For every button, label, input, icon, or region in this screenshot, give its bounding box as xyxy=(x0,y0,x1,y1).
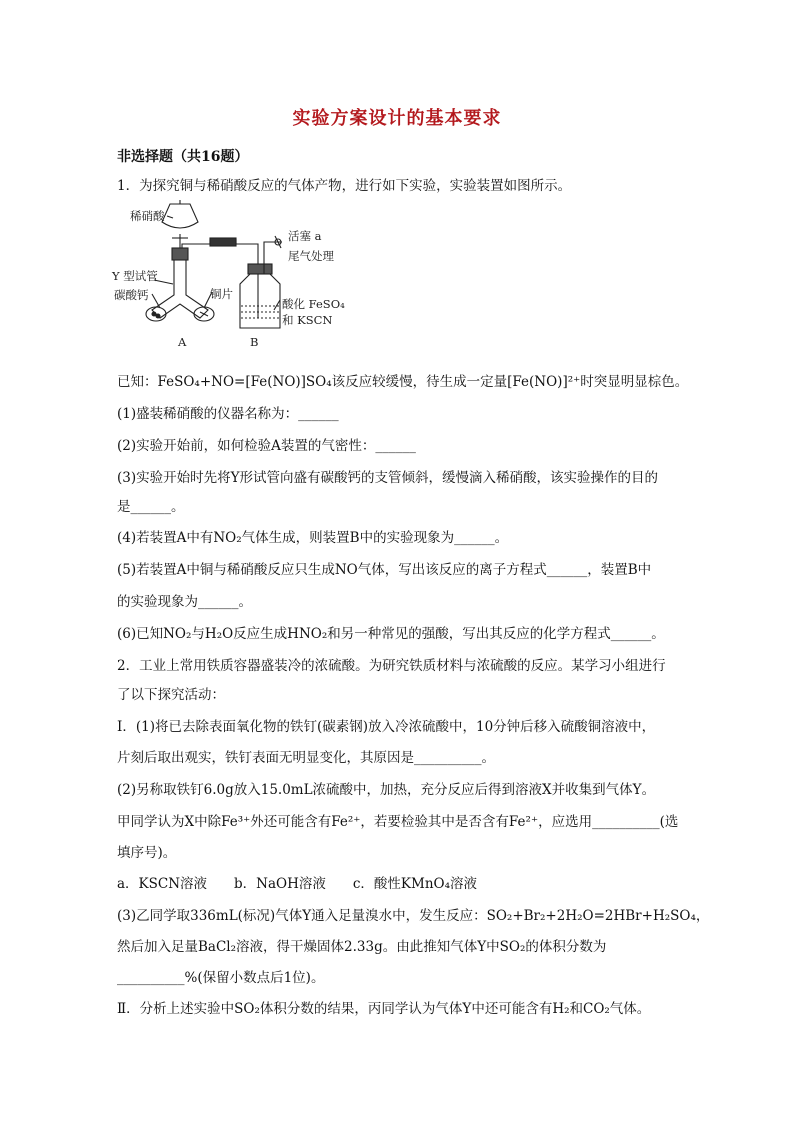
label-acid: 稀硝酸 xyxy=(130,209,165,223)
stopper-a xyxy=(172,248,188,260)
apparatus-figure xyxy=(110,200,380,355)
given-info: 已知：FeSO₄+NO=[Fe(NO)]SO₄该反应较缓慢，待生成一定量[Fe(NO)]²⁺时突显明显棕色。 xyxy=(117,374,689,390)
question-2-I-2-cont: 甲同学认为X中除Fe³⁺外还可能含有Fe²⁺，若要检验其中是否含有Fe²⁺，应选用__________(选 xyxy=(117,814,679,830)
question-2-I-2: (2)另称取铁钉6.0g放入15.0mL浓硫酸中，加热，充分反应后得到溶液X并收集到气体Y。 xyxy=(117,782,656,798)
question-1-4: (4)若装置A中有NO₂气体生成，则装置B中的实验现象为______。 xyxy=(117,530,509,546)
label-caco3: 碳酸钙 xyxy=(114,288,149,302)
bottle-b xyxy=(240,274,280,328)
stopper-b xyxy=(248,264,272,274)
question-2-intro-cont: 了以下探究活动： xyxy=(117,687,225,703)
question-2-intro: 2．工业上常用铁质容器盛装冷的浓硫酸。为研究铁质材料与浓硫酸的反应。某学习小组进行 xyxy=(117,658,666,674)
section-heading: 非选择题（共16题） xyxy=(117,149,249,165)
question-1-2: (2)实验开始前，如何检验A装置的气密性：______ xyxy=(117,438,416,454)
question-2-I-3: (3)乙同学取336mL(标况)气体Y通入足量溴水中，发生反应：SO₂+Br₂+2H₂O=2HBr+H₂SO₄， xyxy=(117,908,710,924)
page-title: 实验方案设计的基本要求 xyxy=(292,108,502,129)
question-2-I-1: Ⅰ．(1)将已去除表面氧化物的铁钉(碳素钢)放入冷浓硫酸中，10分钟后移入硫酸铜溶液中， xyxy=(117,719,656,735)
question-2-I-3-cont: 然后加入足量BaCl₂溶液，得干燥固体2.33g。由此推知气体Y中SO₂的体积分数为 xyxy=(117,939,607,955)
question-1-3-cont: 是______。 xyxy=(117,499,185,515)
label-solution1: 酸化 FeSO₄ xyxy=(282,297,345,311)
question-2-I-3-cont2: __________%(保留小数点后1位)。 xyxy=(117,970,325,986)
question-1-3: (3)实验开始时先将Y形试管向盛有碳酸钙的支管倾斜，缓慢滴入稀硝酸，该实验操作的目的 xyxy=(117,470,659,486)
question-1-5: (5)若装置A中铜与稀硝酸反应只生成NO气体，写出该反应的离子方程式______，装置B中 xyxy=(117,562,652,578)
label-A: A xyxy=(178,335,187,349)
label-ytube: Y 型试管 xyxy=(112,269,158,283)
question-1-6: (6)已知NO₂与H₂O反应生成HNO₂和另一种常见的强酸，写出其反应的化学方程式______。 xyxy=(117,626,665,642)
label-B: B xyxy=(250,335,259,349)
question-2-II: Ⅱ．分析上述实验中SO₂体积分数的结果，丙同学认为气体Y中还可能含有H₂和CO₂气体。 xyxy=(117,1001,651,1017)
question-1-1: (1)盛装稀硝酸的仪器名称为：______ xyxy=(117,406,339,422)
y-tube xyxy=(152,260,208,318)
question-2-options: a．KSCN溶液 b．NaOH溶液 c．酸性KMnO₄溶液 xyxy=(117,876,478,892)
label-valve: 活塞 a xyxy=(288,229,322,243)
label-tail: 尾气处理 xyxy=(288,249,334,263)
question-2-I-1-cont: 片刻后取出观实，铁钉表面无明显变化，其原因是__________。 xyxy=(117,750,495,766)
question-1-5-cont: 的实验现象为______。 xyxy=(117,594,252,610)
label-solution2: 和 KSCN xyxy=(282,313,333,327)
label-copper: 铜片 xyxy=(210,287,233,301)
question-1-intro: 1．为探究铜与稀硝酸反应的气体产物，进行如下实验，实验装置如图所示。 xyxy=(117,178,572,194)
question-2-I-2-cont2: 填序号)。 xyxy=(117,845,177,861)
